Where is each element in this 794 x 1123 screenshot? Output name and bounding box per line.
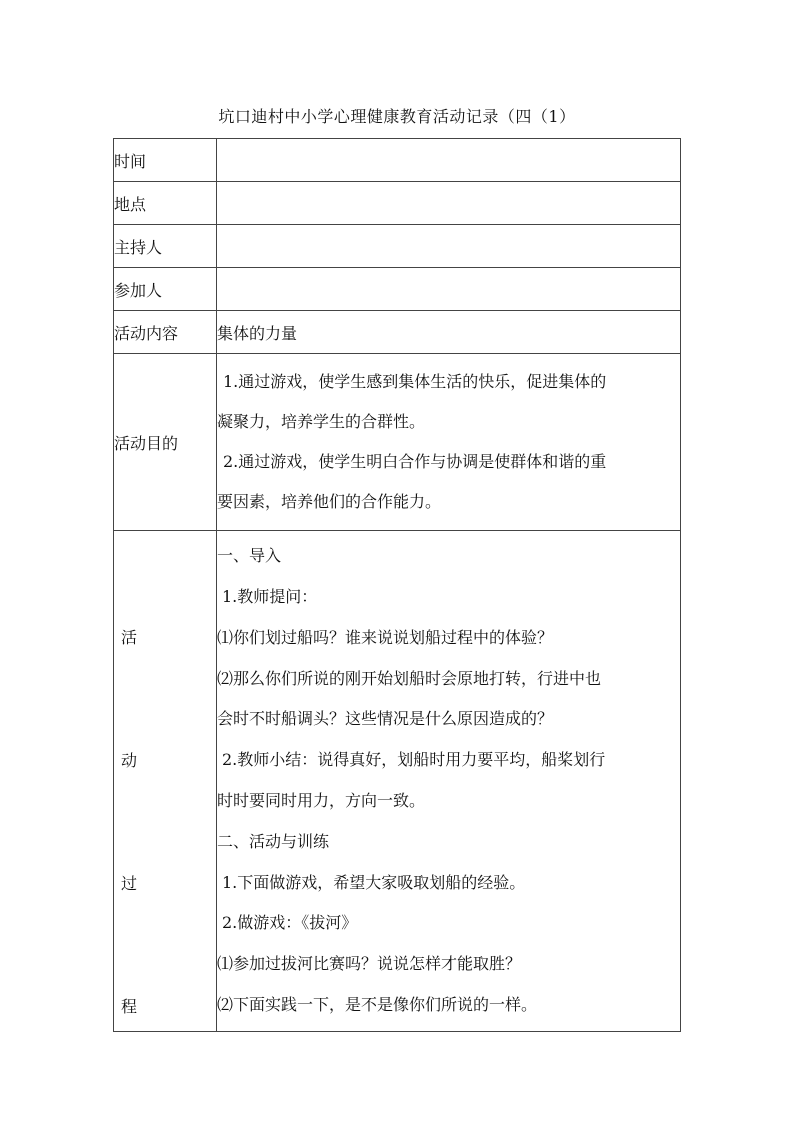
goal-label: 活动目的 <box>114 354 217 531</box>
participants-value <box>217 268 681 311</box>
place-label: 地点 <box>114 182 217 225</box>
activity-record-table <box>113 138 681 1032</box>
process-line: ⑵那么你们所说的刚开始划船时会原地打转，行进中也 <box>217 668 602 688</box>
process-line: 1.教师提问： <box>222 587 318 607</box>
process-label-char: 程 <box>121 997 138 1016</box>
row-participants <box>114 268 681 311</box>
row-process <box>114 531 681 1032</box>
goal-line: 要因素，培养他们的合作能力。 <box>217 492 442 511</box>
goal-line: 1.通过游戏，使学生感到集体生活的快乐，促进集体的 <box>223 372 607 391</box>
row-time <box>114 139 681 182</box>
process-line: ⑵下面实践一下，是不是像你们所说的一样。 <box>217 994 538 1014</box>
process-label-char: 动 <box>121 751 138 770</box>
row-goal <box>114 354 681 531</box>
content-value: 集体的力量 <box>217 311 681 354</box>
process-label-char: 活 <box>121 628 138 647</box>
process-line: 一、导入 <box>217 546 282 566</box>
row-content <box>114 311 681 354</box>
time-label: 时间 <box>114 139 217 182</box>
participants-label: 参加人 <box>114 268 217 311</box>
process-line: 1.下面做游戏，希望大家吸取划船的经验。 <box>222 872 526 892</box>
process-cell <box>217 531 681 1032</box>
goal-cell <box>217 354 681 531</box>
process-line: 会时不时船调头？这些情况是什么原因造成的？ <box>217 709 554 729</box>
process-label <box>114 531 217 1032</box>
process-line: ⑴你们划过船吗？谁来说说划船过程中的体验？ <box>217 627 554 647</box>
process-line: 二、活动与训练 <box>217 831 330 851</box>
place-value <box>217 182 681 225</box>
process-label-char: 过 <box>121 874 138 893</box>
row-place <box>114 182 681 225</box>
process-line: 2.教师小结：说得真好，划船时用力要平均，船桨划行 <box>222 750 606 770</box>
content-label: 活动内容 <box>114 311 217 354</box>
host-label: 主持人 <box>114 225 217 268</box>
page-title: 坑口迪村中小学心理健康教育活动记录（四（1） <box>218 107 576 126</box>
row-host <box>114 225 681 268</box>
process-line: 2.做游戏：《拔河》 <box>222 913 358 933</box>
host-value <box>217 225 681 268</box>
time-value <box>217 139 681 182</box>
process-line: ⑴参加过拔河比赛吗？说说怎样才能取胜？ <box>217 954 522 974</box>
goal-line: 2.通过游戏，使学生明白合作与协调是使群体和谐的重 <box>223 452 607 471</box>
process-line: 时时要同时用力，方向一致。 <box>217 791 426 810</box>
goal-line: 凝聚力，培养学生的合群性。 <box>217 412 426 431</box>
